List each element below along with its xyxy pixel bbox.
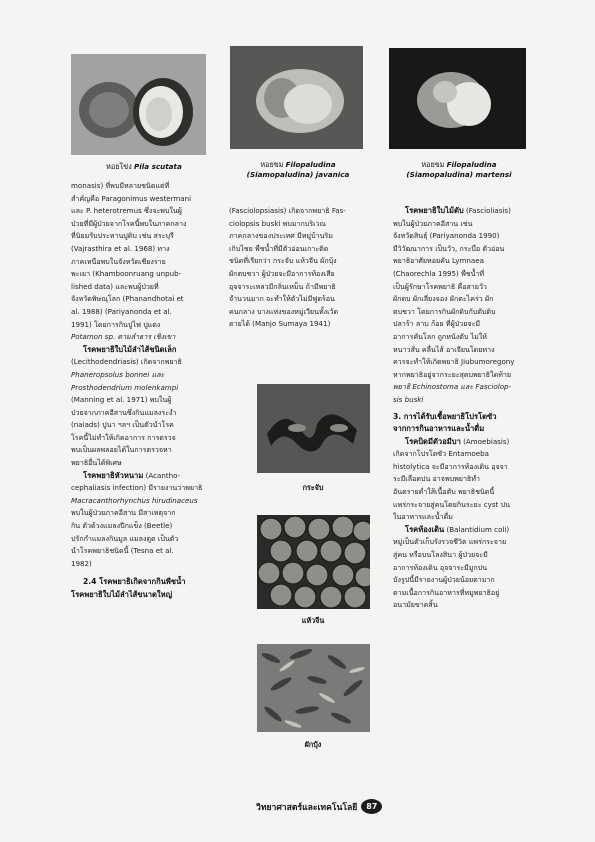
body-line: อาการท้องเดิน อุจจาระมีมูกปน: [393, 562, 488, 572]
photo-pila-scutata: [71, 54, 206, 155]
body-line: ปลาร้า ลาบ ก้อย ที่ผู้ป่วยจะมี: [393, 319, 481, 329]
body-line: หนาวสั่น คลื่นไส้ อาเจียนโดยทาง: [393, 344, 495, 354]
body-line: และ P. heterotremus ซึ่งจะพบในผู้: [71, 206, 182, 216]
body-line: พยาธิอาศัยหอยคัน Lymnaea: [393, 256, 484, 266]
body-line: สู่คน หรือบนโลงสินา ผู้ป่วยจะมี: [393, 550, 488, 560]
body-line: เกิดจากโปรโตซัว Entamoeba: [393, 449, 489, 459]
body-line: สำคัญคือ Paragonimus westermani: [71, 193, 192, 203]
body-line: ที่นิยมรับประทานปูดิบ เช่น สระบุรี: [71, 231, 174, 241]
text-column-middle: [229, 205, 371, 331]
body-line: มีวิวัฒนาการ เป็นวัว, กระบือ ตัวอ่อน: [393, 243, 505, 253]
body-line: cephaliasis infection) มีรายงานว่าพยาธิ: [71, 483, 203, 493]
text-column-right: [393, 205, 533, 612]
body-line: แพร่กระจายสู่คนโดยกินระยะ cyst ปน: [393, 499, 510, 509]
body-line: พบเป็นผลพลอยได้ในการตรวจหา: [71, 445, 172, 455]
body-line: ปรักกำแมลงกินมูล แมลงตูด เป็นตัว: [71, 533, 179, 543]
section-heading-balantidiasis: โรคท้องเดิน (Balantidium coli): [405, 524, 510, 534]
journal-name: วิทยาศาสตร์และเทคโนโลยี: [256, 802, 358, 813]
caption-pila-scutata: หอยโข่ง Pila scutata: [106, 162, 182, 171]
body-line: lished data) และพบผู้ป่วยที่: [71, 281, 159, 291]
body-line: Potamon sp. ตามลำธาร เชิงเขา: [71, 332, 176, 342]
section-heading-amoebiasis: โรคบิดมีตัวอมีบา (Amoebiasis): [405, 436, 510, 446]
body-line: นำโรคพยาธิชนิดนี้ (Tesna et al.: [71, 546, 174, 556]
text-column-left: [71, 180, 213, 602]
caption-water-caltrop: กระจับ: [302, 483, 324, 492]
section-heading-protozoa-sub: จากการกินอาหารและน้ำดื่ม: [393, 424, 485, 434]
body-line: จังหวัดพิษณุโลก (Phanandhotai et: [71, 294, 184, 304]
section-heading-acanthocephaliasis: โรคพยาธิหัวหนาม (Acantho-: [83, 470, 181, 480]
body-line: ตายได้ (Manjo Sumaya 1941): [229, 319, 331, 329]
body-line: คนกลาง บางแห่งของหมู่เวียนทั้งเวัด: [229, 306, 339, 316]
photo-water-caltrop: [257, 384, 370, 473]
body-line: ป่วยที่มีผู้ป่วยจากโรคนี้พบในภาคกลาง: [71, 218, 187, 228]
body-line: sis buski: [393, 394, 424, 404]
page-footer: [256, 799, 382, 814]
body-line: ภาคเหนือพบในจังหวัดเชียงราย: [71, 256, 166, 266]
section-heading-fasciolopsiasis: โรคพยาธิใบไม้ลำไส้ขนาดใหญ่: [71, 590, 173, 599]
photo-filopaludina-javanica: [230, 46, 363, 149]
caption-filopaludina-javanica: หอยขม Filopaludina (Siamopaludina) javanica: [246, 160, 350, 180]
body-line: พะเยา (Khamboonruang unpub-: [71, 269, 182, 279]
caption-morning-glory: ผักบุ้ง: [304, 740, 322, 749]
body-line: ระมีเลือดปน อาจพบพยาธิทำ: [393, 474, 480, 484]
section-heading-aquatic-plants: 2.4 โรคพยาธิเกิดจากกินพืชน้ำ: [83, 577, 186, 587]
body-line: ภาคกลางของประเทศ มีหมู่บ้านริม: [229, 231, 333, 241]
body-line: ผักตบ ผักเลี่ยงจอง ผักตะไคร่ว ผัก: [393, 294, 494, 304]
body-line: ciolopsis buski พบมากบริเวณ: [229, 218, 327, 228]
body-line: Phaneropsolus bonnei และ: [71, 369, 165, 379]
body-line: 1991) โดยการกินปูไฟ ปูแดง: [71, 319, 161, 329]
body-line: Prosthodendrium molenkampi: [71, 382, 179, 392]
body-line: (Vajrasthira et al. 1968) ทาง: [71, 243, 170, 253]
caption-chinese-water-chestnut: แห้วจีน: [301, 616, 325, 625]
section-heading-protozoa: 3. การได้รับเชื้อพยาธิโปรโตซัว: [393, 411, 497, 421]
photo-filopaludina-martensi: [389, 48, 526, 149]
body-line: เกิบไชย พืชน้ำที่มีตัวอ่อนเกาะติด: [229, 243, 329, 253]
body-line: พยาธิอื่นได้พิเศษ: [71, 458, 122, 468]
body-line: (naiads) ปูนา ฯลฯ เป็นตัวนำโรค: [71, 420, 174, 430]
body-line: อาการคันโลก ถูกหนังตับ ไม่ให้: [393, 331, 487, 341]
body-line: อุจจาระเหลวมีกลิ่นเหม็น ถ้ามีพยาธิ: [229, 281, 336, 291]
body-line: ชนิดที่เรียกว่า กระจับ แห้วจีน ผักบุ้ง: [229, 256, 337, 266]
section-heading-lecithodendriasis: โรคพยาธิใบไม้ลำไส้ชนิดเล็ก: [83, 344, 177, 354]
body-line: ตามเนื้อการกินอาหารที่หมูพยาธิอยู่: [393, 587, 500, 597]
body-line: กิน ตัวด้วงแมลงปีกแข็ง (Beetle): [71, 521, 173, 531]
body-line: 1982): [71, 558, 92, 568]
body-line: พบในผู้ป่วยภาคอีสาน เช่น: [393, 218, 473, 228]
body-line: อนามัยขาดสิ้น: [393, 600, 438, 610]
body-line: ป่วยจากภาคอีสานซึ่งกินแมลงระงำ: [71, 407, 177, 417]
body-line: อันตรายต่ำใส้เนื้อตับ พยาธิชนิดนี้: [393, 487, 495, 497]
body-line: ในอาหารและน้ำดื่ม: [393, 512, 453, 522]
body-line: (Chaorechla 1995) พืชน้ำที่: [393, 268, 485, 278]
body-line: (Manning et al. 1971) พบในผู้: [71, 395, 172, 405]
body-line: ควรจะทำให้เกิดพยาธิ Jiubumoregony: [393, 357, 515, 367]
page-number: 87: [361, 799, 382, 814]
section-heading-fascioliasis: โรคพยาธิใบไม้ตับ (Fascioliasis): [405, 206, 511, 215]
body-line: Macracanthorhynchus hirudinaceus: [71, 495, 198, 505]
caption-filopaludina-martensi: หอยขม Filopaludina (Siamopaludina) martensi: [406, 160, 512, 180]
body-line: พบในผู้ป่วยภาคอีสาน มีสาเหตุจาก: [71, 508, 176, 518]
photo-chinese-water-chestnut: [257, 515, 370, 609]
body-line: ผักตบชวา ผู้ป่วยจะมีอาการท้องเสีย: [229, 268, 335, 278]
body-line: จังหวัดสินธุ์ (Pariyanonda 1990): [393, 231, 500, 241]
body-line: monasis) ที่พบมีหลายชนิดแต่ที่: [71, 181, 170, 190]
body-line: หมู่เป็นตัวเก็บรังรวจชีวิต แพร่กระจาย: [393, 537, 507, 547]
photo-morning-glory: [257, 644, 370, 732]
body-line: พยาธิ Echinostoma และ Fasciolop-: [393, 382, 512, 392]
body-line: จำนวนมาก จะทำให้ตัวไม่มีฟูดร้อน: [229, 294, 335, 304]
body-line: (Fasciolopsiasis) เกิดจากพยาธิ Fas-: [229, 206, 346, 215]
body-line: al. 1988) (Pariyanonda et al.: [71, 306, 172, 316]
body-line: หากพยาธิอยู่จากระยะสุดบพยาธิใดท้าย: [393, 369, 512, 379]
body-line: โรคนี้ไม่ทำให้เกิดอาการ การตรวจ: [71, 432, 176, 442]
body-line: (Lecithodendriasis) เกิดจากพยาธิ: [71, 357, 182, 367]
body-line: histolytica จะมีอาการท้องเดิน อุจจา: [393, 461, 508, 471]
body-line: เป็นผู้รักษาโรคพยาธิ คือสายวัว: [393, 281, 487, 291]
body-line: บังรูปนี้มีรายงานผู้ป่วยน้อยตามาก: [393, 575, 495, 585]
body-line: ตบชวา โดยการกินผักดิบกับตับดิบ: [393, 306, 496, 316]
